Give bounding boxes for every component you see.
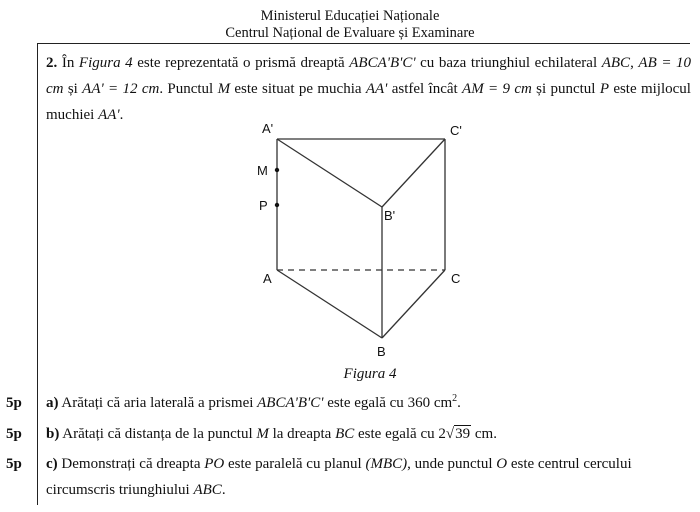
edge-aa-2: AA' [98,107,120,123]
math: PO [204,456,225,472]
math: M [256,426,269,442]
points-column-divider [37,43,38,505]
text: la dreapta [268,426,336,442]
label-c: C [451,271,461,286]
point-p-dot [275,203,279,207]
text: În [57,55,79,71]
text: și punctul [531,81,600,97]
math: ABC [193,482,222,498]
text: Demonstrați că dreapta [57,456,205,472]
ab-length: AB = 10 cm [46,55,692,97]
coefficient: 2 [438,426,446,442]
problem-number: 2. [46,55,58,71]
label-p: P [259,198,268,213]
figure-caption: Figura 4 [343,366,397,382]
text: este reprezentată o prismă dreaptă [132,55,350,71]
triangle-name: ABC [601,55,631,71]
text: este paralelă cu planul [224,456,366,472]
question-label: b) [46,426,60,442]
points-a: 5p [6,395,22,411]
unit: cm [471,426,494,442]
radical-sign: √ [445,426,455,442]
math: (MBC) [365,456,408,472]
text: . [119,107,124,123]
label-m: M [257,163,268,178]
edge-cb [382,270,445,338]
text: este centrul cercului circumscris triunghiului [46,456,632,498]
point-p: P [599,81,609,97]
text: , [630,55,639,71]
text: , unde punctul [407,456,497,472]
text: este egală cu [323,395,408,411]
points-c: 5p [6,456,22,472]
header-divider [37,43,690,44]
text: este mijlocul muchiei [46,81,691,123]
prism-figure [240,120,490,370]
question-b-text [46,421,691,447]
question-label: a) [46,395,59,411]
label-a-prime: A' [262,121,274,136]
prism-diagram [240,120,490,370]
text: astfel încât [387,81,463,97]
label-c-prime: C' [450,123,462,138]
radicand: 39 [455,426,471,442]
question-c-text [46,451,691,503]
exam-header [0,8,700,42]
text: . Punctul [159,81,218,97]
question-a-text [46,390,691,416]
area-value: 360 cm [407,395,453,411]
text: . [221,482,226,498]
text: este egală cu [354,426,439,442]
center-name: Centrul Național de Evaluare și Examinare [225,25,475,41]
point-m-dot [275,168,279,172]
problem-statement [46,50,691,128]
point-m: M [217,81,231,97]
math: BC [335,426,355,442]
math: O [496,456,508,472]
exponent: 2 [452,393,458,404]
math: ABCA'B'C' [257,395,324,411]
ministry-name: Ministerul Educației Naționale [260,8,440,24]
label-b-prime: B' [384,208,396,223]
text: este situat pe muchia [230,81,366,97]
points-b: 5p [6,426,22,442]
edge-a1b1 [277,139,382,207]
label-a: A [263,271,272,286]
label-b: B [377,344,386,359]
text: Arătați că aria laterală a prismei [58,395,258,411]
text: și [63,81,83,97]
edge-ab [277,270,382,338]
text: cu baza triunghiul echilateral [415,55,602,71]
edge-c1b1 [382,139,445,207]
text: Arătați că distanța de la punctul [59,426,257,442]
edge-aa: AA' [365,81,388,97]
text: . [457,395,461,411]
aa-length: AA' = 12 cm [82,81,160,97]
text: . [493,426,497,442]
question-label: c) [46,456,58,472]
prism-name: ABCA'B'C' [349,55,416,71]
am-length: AM = 9 cm [462,81,532,97]
figure-reference: Figura 4 [78,55,133,71]
